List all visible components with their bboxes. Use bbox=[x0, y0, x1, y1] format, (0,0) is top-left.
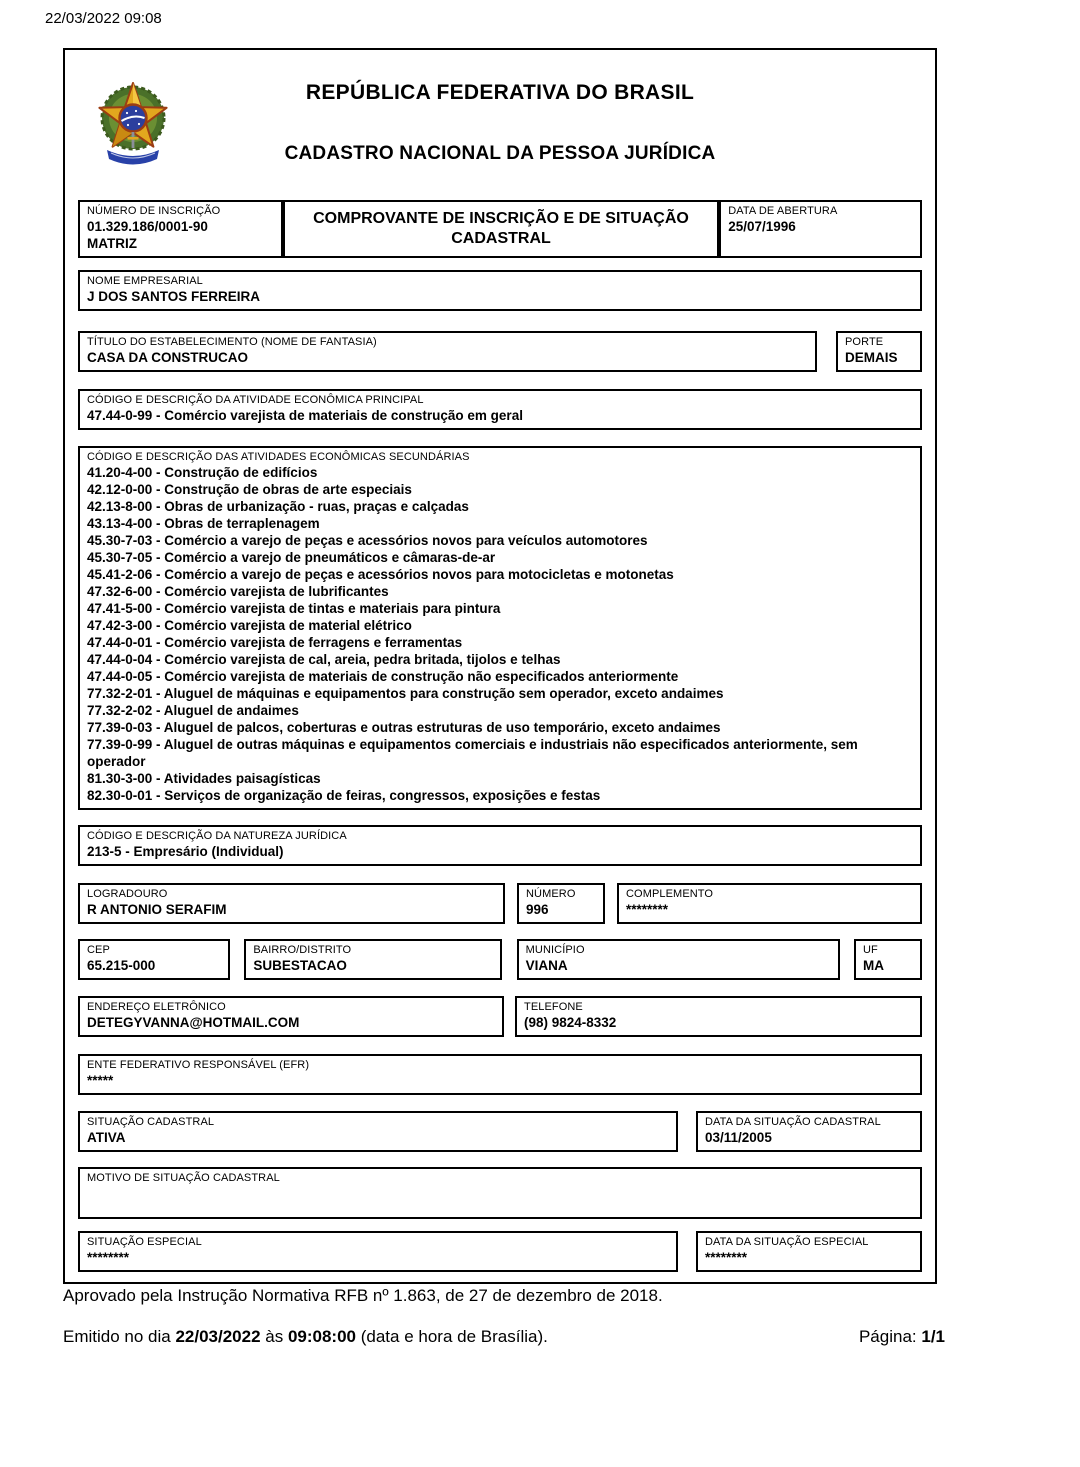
secondary-activity-item: 77.39-0-99 - Aluguel de outras máquinas e equipamentos comerciais e industriais não especificados anteriormente, sem operador bbox=[87, 737, 858, 769]
field-label: MOTIVO DE SITUAÇÃO CADASTRAL bbox=[87, 1172, 280, 1184]
field-value: DEMAIS bbox=[845, 350, 898, 365]
field-value: 01.329.186/0001-90 bbox=[87, 219, 208, 234]
secondary-activities-list bbox=[87, 464, 913, 804]
field-value: 213-5 - Empresário (Individual) bbox=[87, 844, 284, 859]
field-value: R ANTONIO SERAFIM bbox=[87, 902, 227, 917]
field-endereco-eletronico bbox=[78, 996, 504, 1037]
secondary-activity-item: 81.30-3-00 - Atividades paisagísticas bbox=[87, 771, 321, 786]
field-logradouro bbox=[78, 883, 505, 924]
field-nome-empresarial bbox=[78, 270, 922, 311]
field-label: DATA DA SITUAÇÃO CADASTRAL bbox=[705, 1116, 881, 1128]
field-data-situacao-cadastral bbox=[696, 1111, 922, 1152]
field-porte bbox=[836, 331, 922, 372]
emitted-date: 22/03/2022 bbox=[175, 1327, 261, 1346]
field-label: SITUAÇÃO ESPECIAL bbox=[87, 1236, 202, 1248]
field-data-situacao-especial bbox=[696, 1231, 922, 1272]
field-value: (98) 9824-8332 bbox=[524, 1015, 617, 1030]
field-label: SITUAÇÃO CADASTRAL bbox=[87, 1116, 215, 1128]
row-situacao-cadastral bbox=[78, 1111, 922, 1152]
secondary-activity-item: 77.32-2-01 - Aluguel de máquinas e equipamentos para construção sem operador, exceto andaimes bbox=[87, 686, 724, 701]
field-efr bbox=[78, 1054, 922, 1095]
field-complemento bbox=[617, 883, 922, 924]
field-value: CASA DA CONSTRUCAO bbox=[87, 350, 248, 365]
field-numero-inscricao bbox=[78, 200, 283, 258]
row-atividades-secundarias bbox=[78, 446, 922, 810]
republic-title: REPÚBLICA FEDERATIVA DO BRASIL bbox=[305, 81, 695, 104]
field-situacao-cadastral bbox=[78, 1111, 678, 1152]
row-situacao-especial bbox=[78, 1231, 922, 1272]
field-value: MA bbox=[862, 958, 884, 973]
page-label: Página: bbox=[858, 1327, 922, 1346]
field-value: ******** bbox=[705, 1250, 748, 1265]
field-value: 65.215-000 bbox=[87, 958, 156, 973]
brazil-coat-of-arms-icon bbox=[95, 80, 171, 174]
field-label: MUNICÍPIO bbox=[525, 944, 585, 956]
secondary-activity-item: 77.39-0-03 - Aluguel de palcos, coberturas e outras estruturas de uso temporário, exceto andaimes bbox=[87, 720, 721, 735]
field-label: CÓDIGO E DESCRIÇÃO DAS ATIVIDADES ECONÔMICAS SECUNDÁRIAS bbox=[87, 451, 470, 463]
cnpj-registry-title: CADASTRO NACIONAL DA PESSOA JURÍDICA bbox=[284, 143, 716, 164]
field-value: DETEGYVANNA@HOTMAIL.COM bbox=[87, 1015, 300, 1030]
field-value: 996 bbox=[526, 902, 549, 917]
cnpj-certificate-document bbox=[63, 48, 937, 1284]
field-natureza-juridica bbox=[78, 825, 922, 866]
field-telefone bbox=[515, 996, 922, 1037]
emitted-prefix: Emitido no dia bbox=[63, 1327, 176, 1346]
field-numero bbox=[517, 883, 605, 924]
field-label: NÚMERO DE INSCRIÇÃO bbox=[87, 205, 221, 217]
field-label: CEP bbox=[87, 944, 110, 956]
emitted-time: 09:08:00 bbox=[287, 1327, 357, 1346]
row-email-telefone bbox=[78, 996, 922, 1037]
field-value: VIANA bbox=[525, 958, 568, 973]
secondary-activity-item: 47.41-5-00 - Comércio varejista de tintas e materiais para pintura bbox=[87, 601, 501, 616]
field-label: DATA DE ABERTURA bbox=[728, 205, 838, 217]
row-efr bbox=[78, 1054, 922, 1095]
field-label: TÍTULO DO ESTABELECIMENTO (NOME DE FANTASIA) bbox=[87, 336, 377, 348]
secondary-activity-item: 42.12-0-00 - Construção de obras de arte especiais bbox=[87, 482, 412, 497]
page-indicator bbox=[859, 1327, 945, 1347]
field-value: ***** bbox=[87, 1073, 114, 1088]
secondary-activity-item: 47.44-0-04 - Comércio varejista de cal, areia, pedra britada, tijolos e telhas bbox=[87, 652, 561, 667]
field-label: NÚMERO bbox=[526, 888, 576, 900]
field-label: PORTE bbox=[845, 336, 884, 348]
secondary-activity-item: 47.44-0-01 - Comércio varejista de ferragens e ferramentas bbox=[87, 635, 463, 650]
field-motivo-situacao-cadastral bbox=[78, 1167, 922, 1219]
document-footer bbox=[63, 1286, 945, 1347]
row-logradouro bbox=[78, 883, 922, 924]
field-situacao-especial bbox=[78, 1231, 678, 1272]
secondary-activity-item: 77.32-2-02 - Aluguel de andaimes bbox=[87, 703, 299, 718]
field-uf bbox=[854, 939, 922, 980]
row-titulo-porte bbox=[78, 331, 922, 372]
emission-line bbox=[63, 1327, 945, 1347]
field-titulo-estabelecimento bbox=[78, 331, 817, 372]
document-header bbox=[78, 50, 922, 200]
field-value: SUBESTACAO bbox=[253, 958, 347, 973]
field-cep bbox=[78, 939, 230, 980]
field-data-abertura bbox=[719, 200, 922, 258]
matriz-flag: MATRIZ bbox=[87, 236, 137, 251]
page-value: 1/1 bbox=[921, 1327, 945, 1346]
emitted-connector: às bbox=[260, 1327, 288, 1346]
secondary-activity-item: 42.13-8-00 - Obras de urbanização - ruas, praças e calçadas bbox=[87, 499, 469, 514]
print-timestamp: 22/03/2022 09:08 bbox=[45, 10, 162, 27]
secondary-activity-item: 47.42-3-00 - Comércio varejista de material elétrico bbox=[87, 618, 412, 633]
field-label: NOME EMPRESARIAL bbox=[87, 275, 203, 287]
emitted-suffix: (data e hora de Brasília). bbox=[356, 1327, 548, 1346]
field-value: ******** bbox=[626, 902, 669, 917]
field-label: ENDEREÇO ELETRÔNICO bbox=[87, 1001, 226, 1013]
field-value: 03/11/2005 bbox=[705, 1130, 772, 1145]
field-value: 25/07/1996 bbox=[728, 219, 796, 234]
header-titles bbox=[78, 50, 922, 165]
emission-text bbox=[63, 1327, 548, 1347]
field-atividade-principal bbox=[78, 389, 922, 430]
field-value: J DOS SANTOS FERREIRA bbox=[87, 289, 261, 304]
field-atividades-secundarias bbox=[78, 446, 922, 810]
field-value: 47.44-0-99 - Comércio varejista de materiais de construção em geral bbox=[87, 408, 523, 423]
field-label: TELEFONE bbox=[524, 1001, 583, 1013]
field-label: BAIRRO/DISTRITO bbox=[253, 944, 352, 956]
comprovante-title: COMPROVANTE DE INSCRIÇÃO E DE SITUAÇÃO CADASTRAL bbox=[313, 210, 689, 247]
row-atividade-principal bbox=[78, 389, 922, 430]
secondary-activity-item: 45.30-7-05 - Comércio a varejo de pneumáticos e câmaras-de-ar bbox=[87, 550, 496, 565]
secondary-activity-item: 82.30-0-01 - Serviços de organização de feiras, congressos, exposições e festas bbox=[87, 788, 601, 803]
field-bairro-distrito bbox=[244, 939, 502, 980]
secondary-activity-item: 41.20-4-00 - Construção de edifícios bbox=[87, 465, 318, 480]
row-cep-bairro-municipio-uf bbox=[78, 939, 922, 980]
secondary-activity-item: 45.30-7-03 - Comércio a varejo de peças e acessórios novos para veículos automotores bbox=[87, 533, 648, 548]
secondary-activity-item: 43.13-4-00 - Obras de terraplenagem bbox=[87, 516, 320, 531]
field-label: UF bbox=[862, 944, 878, 956]
field-value: ******** bbox=[87, 1250, 130, 1265]
secondary-activity-item: 45.41-2-06 - Comércio a varejo de peças e acessórios novos para motocicletas e motonetas bbox=[87, 567, 674, 582]
secondary-activity-item: 47.44-0-05 - Comércio varejista de materiais de construção não especificados anteriormente bbox=[87, 669, 679, 684]
comprovante-title-box bbox=[283, 200, 719, 258]
field-label: DATA DA SITUAÇÃO ESPECIAL bbox=[705, 1236, 869, 1248]
field-label: ENTE FEDERATIVO RESPONSÁVEL (EFR) bbox=[87, 1059, 310, 1071]
field-label: CÓDIGO E DESCRIÇÃO DA NATUREZA JURÍDICA bbox=[87, 830, 347, 842]
row-motivo-situacao bbox=[78, 1167, 922, 1219]
field-label: LOGRADOURO bbox=[87, 888, 168, 900]
approval-note: Aprovado pela Instrução Normativa RFB nº 1.863, de 27 de dezembro de 2018. bbox=[63, 1286, 663, 1305]
field-label: COMPLEMENTO bbox=[626, 888, 714, 900]
field-label: CÓDIGO E DESCRIÇÃO DA ATIVIDADE ECONÔMICA PRINCIPAL bbox=[87, 394, 424, 406]
row-natureza-juridica bbox=[78, 825, 922, 866]
field-municipio bbox=[517, 939, 840, 980]
row-inscription bbox=[78, 200, 922, 258]
row-nome-empresarial bbox=[78, 270, 922, 311]
field-value: ATIVA bbox=[87, 1130, 126, 1145]
secondary-activity-item: 47.32-6-00 - Comércio varejista de lubrificantes bbox=[87, 584, 389, 599]
